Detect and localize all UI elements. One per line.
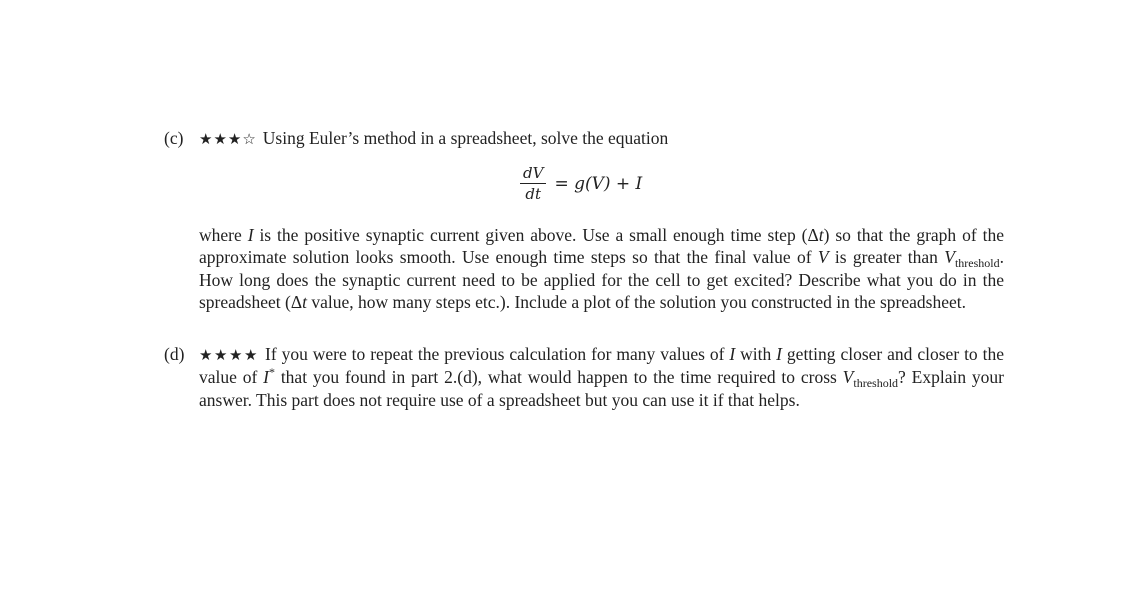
math-var: t	[302, 291, 307, 312]
part-c-label: (c)	[164, 128, 184, 148]
math-var: V	[817, 247, 829, 268]
text-fragment: is the positive synaptic current given above. Use a small enough time step (Δ	[253, 225, 819, 245]
equation-rhs: = g(V) + I	[554, 173, 643, 194]
text-fragment: ) so that the graph of the approximate solution looks smooth. Use enough time steps so that the final value of	[199, 225, 1004, 268]
part-c-difficulty-stars: ★★★☆	[199, 130, 257, 148]
part-d-difficulty-stars: ★★★★	[199, 346, 259, 364]
text-fragment: that you found in part 2.(d), what would happen to the time required to cross	[274, 367, 843, 388]
text-fragment: . How long does the synaptic current need to be applied for the cell to get excited? Describe what you do in the spreadsheet (Δ	[199, 247, 1004, 312]
text-fragment: is greater than	[828, 247, 945, 268]
math-subscript: threshold	[853, 376, 899, 391]
part-d-label: (d)	[164, 344, 185, 364]
math-var: I	[776, 344, 782, 364]
math-var: I	[263, 367, 269, 388]
part-c-paragraph	[199, 224, 1004, 313]
part-d	[164, 343, 1004, 411]
part-d-paragraph	[199, 343, 1004, 411]
math-var: V	[842, 367, 854, 388]
math-var: I	[247, 225, 254, 245]
part-c-intro-line	[199, 127, 1004, 150]
text-fragment: getting closer and closer to the value of	[199, 344, 1004, 388]
text-fragment: value, how many steps etc.). Include a plot of the solution you constructed in the spreadsheet.	[306, 291, 966, 312]
text-fragment: ? Explain your answer. This part does not require use of a spreadsheet but you can use it if that helps.	[199, 367, 1004, 410]
math-var: I	[729, 344, 736, 364]
math-var: V	[944, 247, 955, 268]
part-c-intro: Using Euler’s method in a spreadsheet, solve the equation	[262, 128, 669, 148]
equation	[520, 164, 642, 203]
equation-numerator: dV	[520, 164, 546, 184]
derivative-fraction	[520, 164, 546, 203]
text-fragment: If you were to repeat the previous calculation for many values of	[265, 344, 730, 364]
text-fragment: where	[199, 225, 248, 245]
math-var: t	[818, 225, 824, 245]
math-superscript: *	[268, 365, 275, 380]
math-subscript: threshold	[954, 256, 1000, 271]
text-fragment: with	[735, 344, 777, 364]
part-c	[164, 127, 1004, 150]
equation-denominator: dt	[525, 185, 542, 203]
